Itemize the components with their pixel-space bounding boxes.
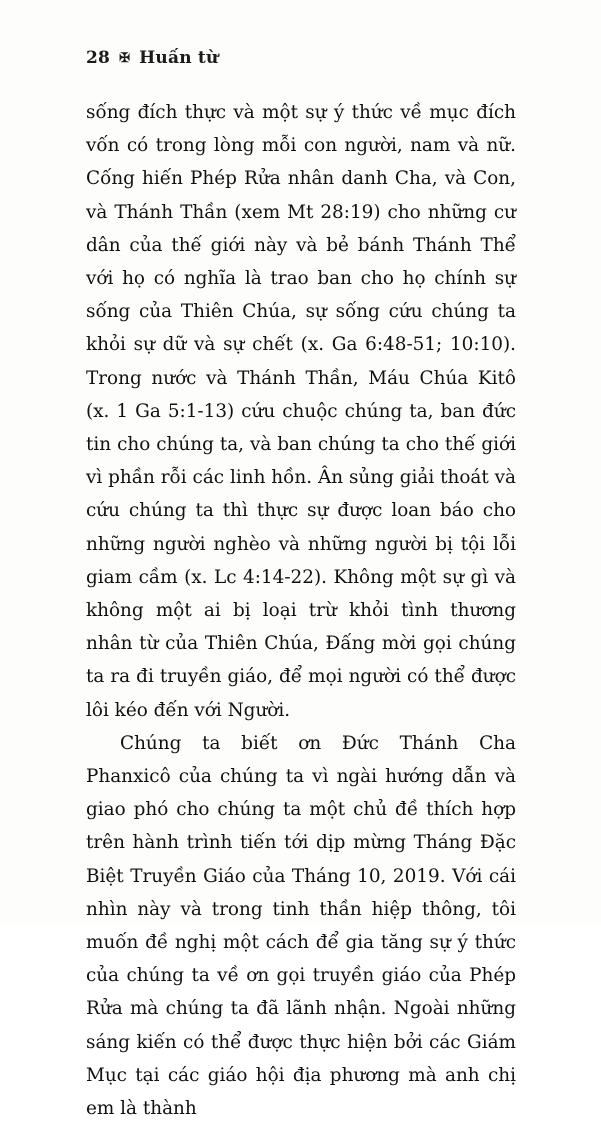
page-number: 28 [86, 48, 111, 68]
body-text [86, 96, 516, 1125]
running-title: Huấn từ [139, 48, 219, 68]
page-header [86, 48, 515, 68]
paragraph: sống đích thực và một sự ý thức về mục đích vốn có trong lòng mỗi con người, nam và nữ. Cống hiến Phép Rửa nhân danh Cha, và Con, và Thánh Thần (xem Mt 28:19) cho những cư dân của thế giới này và bẻ bánh Thánh Thể với họ có nghĩa là trao ban cho họ chính sự sống của Thiên Chúa, sự sống cứu chúng ta khỏi sự dữ và sự chết (x. Ga 6:48-51; 10:10). Trong nước và Thánh Thần, Máu Chúa Kitô (x. 1 Ga 5:1-13) cứu chuộc chúng ta, ban đức tin cho chúng ta, và ban chúng ta cho thế giới vì phần rỗi các linh hồn. Ân sủng giải thoát và cứu chúng ta thì thực sự được loan báo cho những người nghèo và những người bị tội lỗi giam cầm (x. Lc 4:14-22). Không một sự gì và không một ai bị loại trừ khỏi tình thương nhân từ của Thiên Chúa, Đấng mời gọi chúng ta ra đi truyền giáo, để mọi người có thể được lôi kéo đến với Người. [86, 102, 516, 721]
cross-ornament-icon: ✠ [119, 51, 131, 66]
paragraph: Chúng ta biết ơn Đức Thánh Cha Phanxicô của chúng ta vì ngài hướng dẫn và giao phó cho chúng ta một chủ đề thích hợp trên hành trình tiến tới dịp mừng Tháng Đặc Biệt Truyền Giáo của Tháng 10, 2019. Với cái nhìn này và trong tinh thần hiệp thông, tôi muốn đề nghị một cách để gia tăng sự ý thức của chúng ta về ơn gọi truyền giáo của Phép Rửa mà chúng ta đã lãnh nhận. Ngoài những sáng kiến có thể được thực hiện bởi các Giám Mục tại các giáo hội địa phương mà anh chị em là thành [86, 732, 516, 1120]
